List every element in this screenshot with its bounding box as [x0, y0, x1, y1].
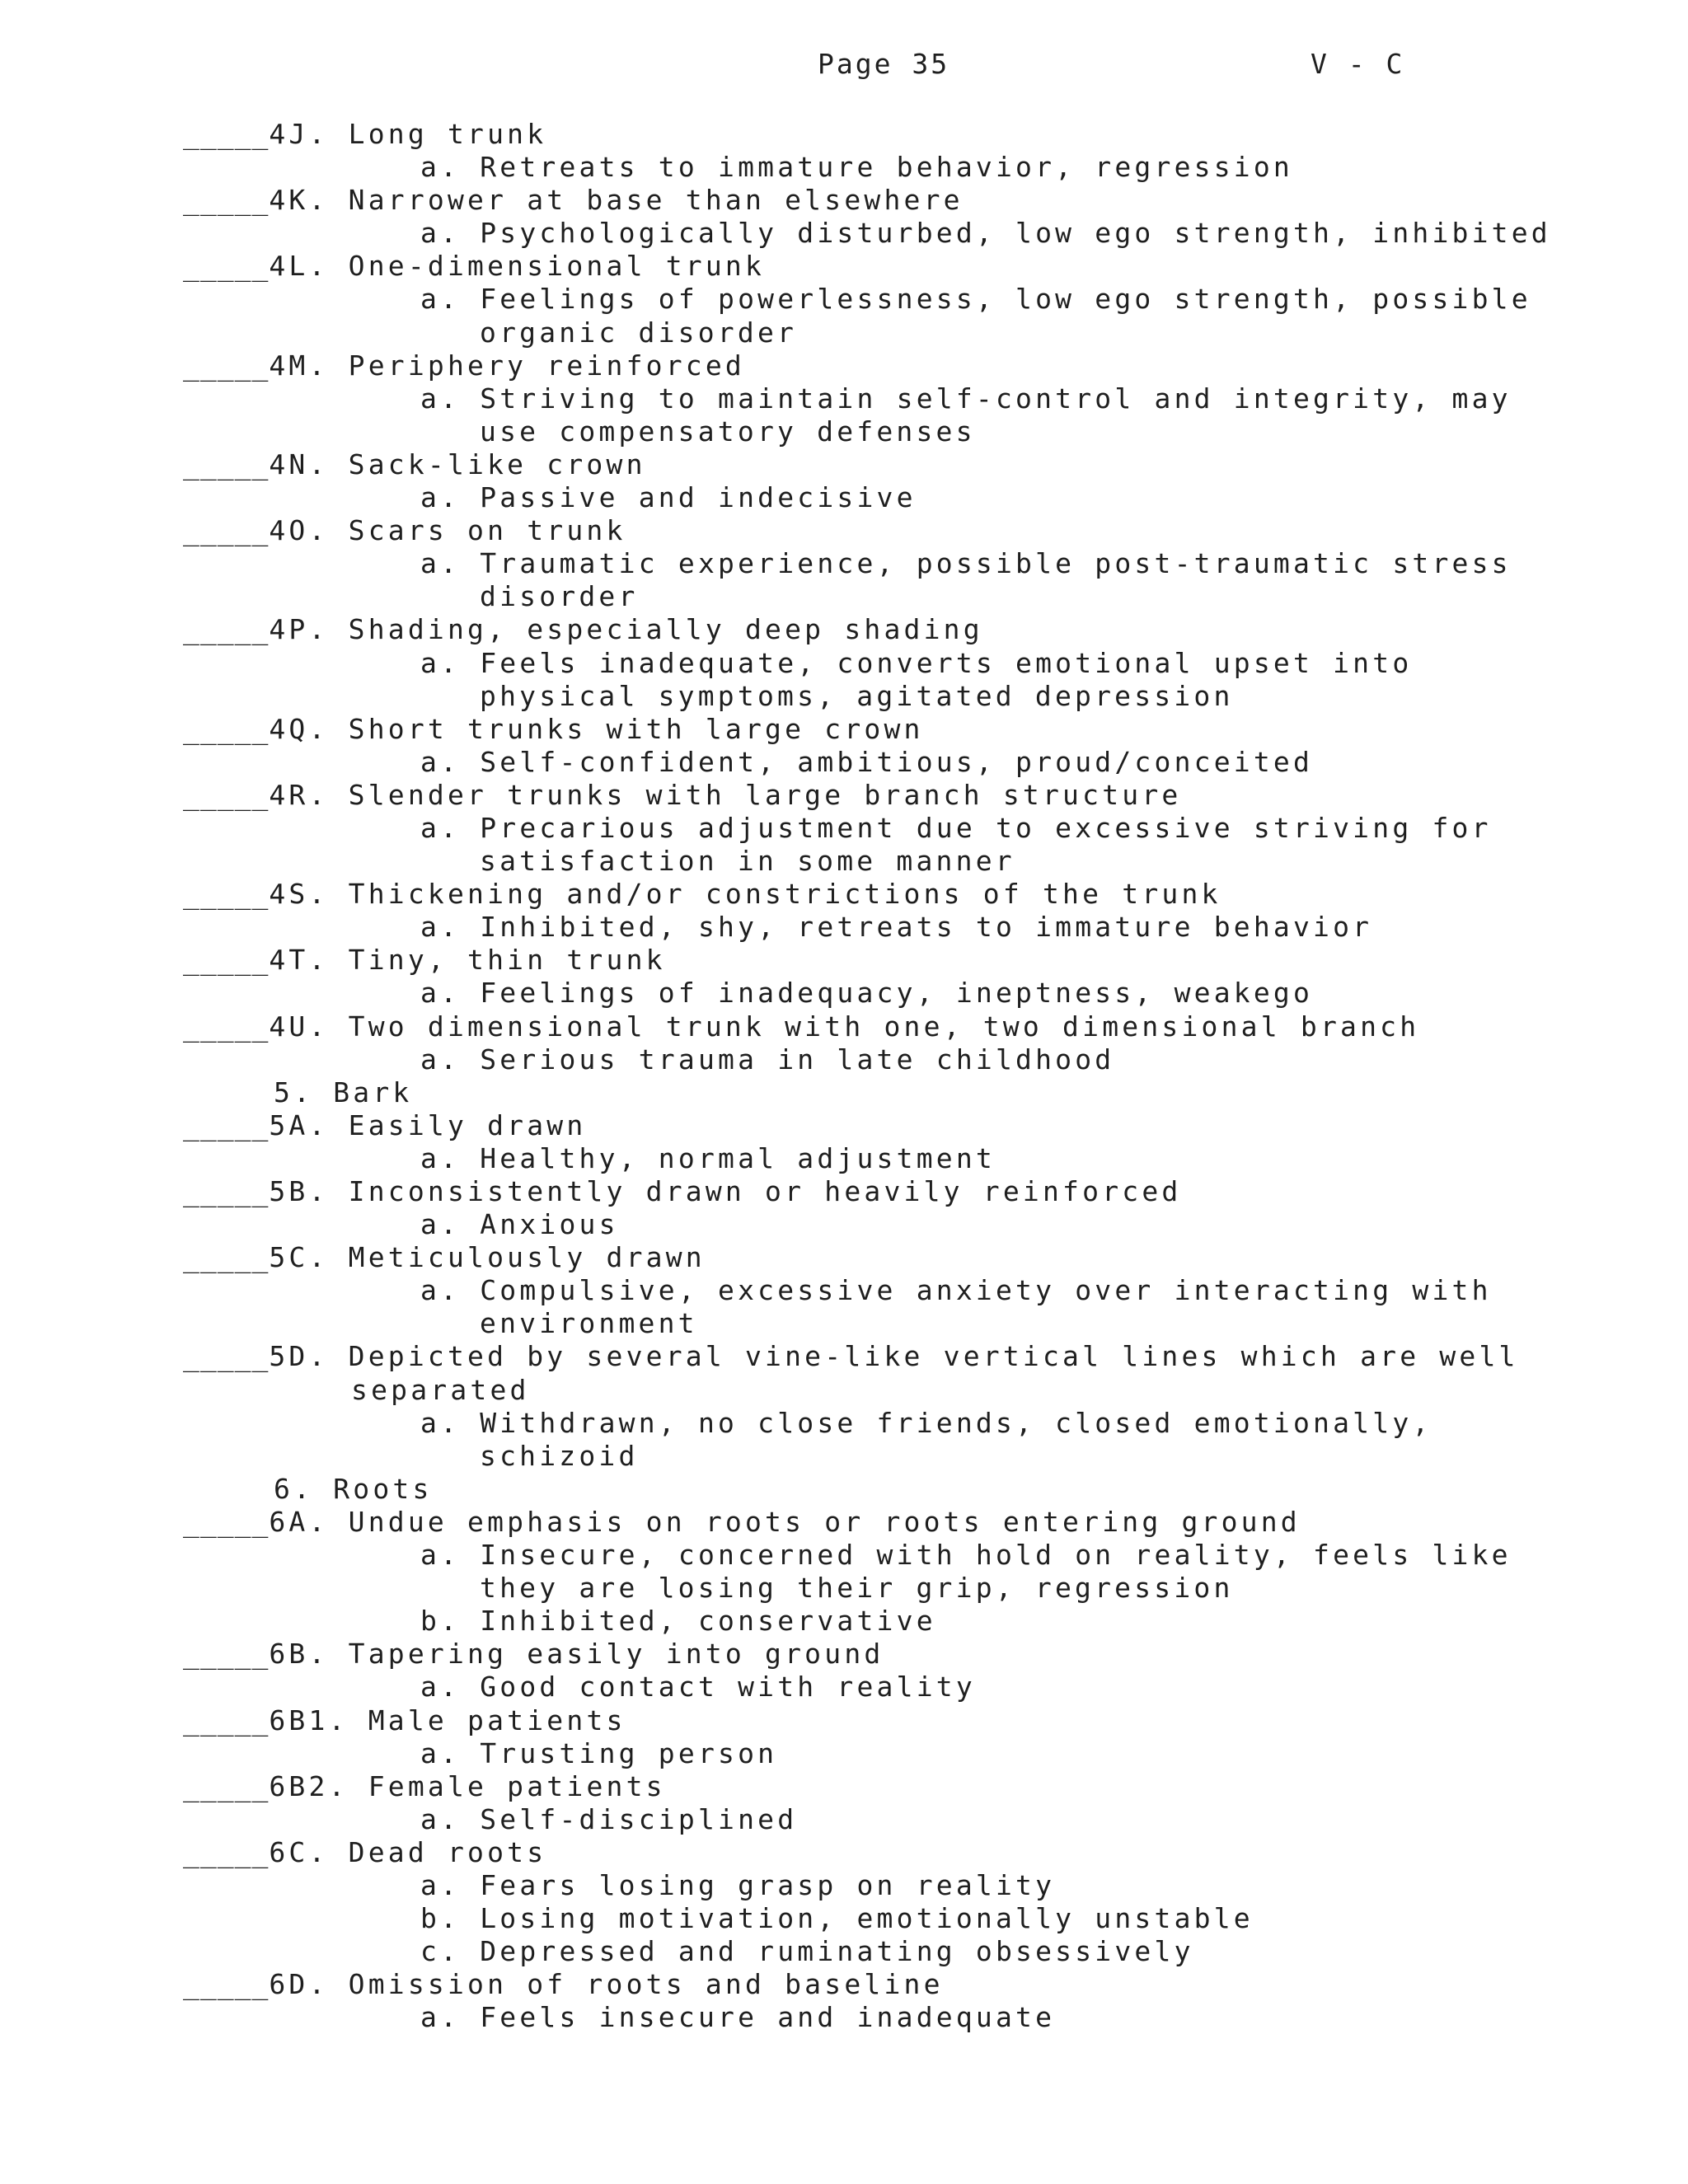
- checklist: [0, 118, 1688, 2034]
- item-code: 6B1.: [269, 1704, 349, 1736]
- item-text: Easily drawn: [348, 1108, 587, 1141]
- item-code: 4L.: [269, 250, 329, 283]
- item-text: Tapering easily into ground: [348, 1638, 884, 1671]
- checklist-item: [0, 349, 1688, 382]
- interpretation-line: a. Psychologically disturbed, low ego strength, inhibited: [420, 217, 1551, 250]
- answer-blank: _____: [183, 1769, 270, 1802]
- item-text: Male patients: [368, 1704, 626, 1736]
- item-text: Female patients: [368, 1769, 666, 1802]
- item-code: 6A.: [269, 1505, 329, 1538]
- checklist-item: [0, 1241, 1688, 1274]
- item-text: Two dimensional trunk with one, two dimensional branch: [348, 1010, 1420, 1043]
- checklist-item: [0, 1770, 1688, 1803]
- answer-blank: _____: [183, 250, 270, 283]
- checklist-item: [0, 1836, 1688, 1869]
- answer-blank: _____: [183, 944, 270, 977]
- item-code: 5C.: [269, 1241, 329, 1274]
- interpretation-line: a. Anxious: [420, 1208, 619, 1241]
- answer-blank: _____: [183, 712, 270, 745]
- item-text: One-dimensional trunk: [348, 250, 766, 283]
- item-code: 4S.: [269, 878, 329, 911]
- checklist-item: [0, 1638, 1688, 1671]
- checklist-item: [0, 1704, 1688, 1737]
- answer-blank: _____: [183, 1638, 270, 1671]
- item-text: Short trunks with large crown: [348, 712, 924, 745]
- answer-blank: _____: [183, 118, 270, 150]
- interpretation-line: a. Good contact with reality: [420, 1671, 976, 1704]
- item-code: 4J.: [269, 118, 329, 150]
- item-code: 5A.: [269, 1108, 329, 1141]
- interpretation-line: a. Feels inadequate, converts emotional upset into: [420, 646, 1413, 679]
- answer-blank: _____: [183, 448, 270, 480]
- answer-blank: _____: [183, 613, 270, 646]
- item-text: Long trunk: [348, 118, 547, 150]
- interpretation-continuation: they are losing their grip, regression: [480, 1572, 1234, 1605]
- checklist-item: [0, 118, 1688, 151]
- answer-blank: _____: [183, 1968, 270, 2001]
- item-text: Slender trunks with large branch structure: [348, 778, 1182, 811]
- answer-blank: _____: [183, 1010, 270, 1043]
- answer-blank: _____: [183, 514, 270, 547]
- answer-blank: _____: [183, 1704, 270, 1736]
- interpretation-line: a. Self-confident, ambitious, proud/conceited: [420, 745, 1314, 778]
- item-text: Thickening and/or constrictions of the trunk: [348, 878, 1221, 911]
- checklist-item: [0, 1506, 1688, 1539]
- item-code: 4R.: [269, 778, 329, 811]
- interpretation-line: b. Inhibited, conservative: [420, 1605, 936, 1638]
- item-text: Omission of roots and baseline: [348, 1968, 944, 2001]
- item-code: 4T.: [269, 944, 329, 977]
- checklist-item: [0, 184, 1688, 217]
- interpretation-line: a. Fears losing grasp on reality: [420, 1868, 1056, 1901]
- interpretation-line: a. Feelings of inadequacy, ineptness, weakego: [420, 977, 1314, 1010]
- item-text: Shading, especially deep shading: [348, 613, 983, 646]
- answer-blank: _____: [183, 878, 270, 911]
- item-text: Undue emphasis on roots or roots entering ground: [348, 1505, 1301, 1538]
- item-text: Sack-like crown: [348, 448, 646, 480]
- item-code: 6D.: [269, 1968, 329, 2001]
- checklist-item: [0, 1109, 1688, 1142]
- checklist-item: [0, 944, 1688, 977]
- section-heading: 6. Roots: [274, 1472, 433, 1505]
- item-code: 5B.: [269, 1175, 329, 1207]
- page-number: Page 35: [818, 48, 950, 80]
- answer-blank: _____: [183, 1108, 270, 1141]
- interpretation-continuation: satisfaction in some manner: [480, 845, 1015, 878]
- interpretation-line: a. Traumatic experience, possible post-traumatic stress: [420, 547, 1512, 580]
- answer-blank: _____: [183, 1241, 270, 1274]
- item-code: 4O.: [269, 514, 329, 547]
- interpretation-line: c. Depressed and ruminating obsessively: [420, 1935, 1194, 1968]
- item-text: Scars on trunk: [348, 514, 626, 547]
- answer-blank: _____: [183, 1175, 270, 1207]
- interpretation-line: a. Trusting person: [420, 1736, 778, 1769]
- section-code: V - C: [1311, 48, 1405, 80]
- interpretation-continuation: use compensatory defenses: [480, 415, 976, 448]
- checklist-item: [0, 1340, 1688, 1373]
- interpretation-line: a. Serious trauma in late childhood: [420, 1043, 1115, 1076]
- item-continuation: separated: [351, 1373, 530, 1406]
- checklist-item: [0, 779, 1688, 812]
- item-code: 6B2.: [269, 1769, 349, 1802]
- interpretation-line: a. Self-disciplined: [420, 1802, 798, 1835]
- item-code: 4Q.: [269, 712, 329, 745]
- answer-blank: _____: [183, 1835, 270, 1868]
- item-code: 5D.: [269, 1340, 329, 1373]
- checklist-item: [0, 713, 1688, 746]
- checklist-item: [0, 250, 1688, 283]
- interpretation-line: a. Compulsive, excessive anxiety over interacting with: [420, 1274, 1492, 1307]
- item-text: Tiny, thin trunk: [348, 944, 666, 977]
- interpretation-continuation: schizoid: [480, 1439, 639, 1472]
- interpretation-line: a. Retreats to immature behavior, regression: [420, 151, 1293, 184]
- interpretation-continuation: environment: [480, 1307, 698, 1340]
- answer-blank: _____: [183, 184, 270, 217]
- interpretation-continuation: physical symptoms, agitated depression: [480, 679, 1234, 712]
- item-code: 6C.: [269, 1835, 329, 1868]
- item-text: Inconsistently drawn or heavily reinforced: [348, 1175, 1182, 1207]
- item-code: 4M.: [269, 349, 329, 382]
- item-code: 4U.: [269, 1010, 329, 1043]
- interpretation-line: a. Healthy, normal adjustment: [420, 1141, 996, 1174]
- item-code: 4P.: [269, 613, 329, 646]
- item-text: Depicted by several vine-like vertical lines which are well: [348, 1340, 1519, 1373]
- interpretation-line: a. Insecure, concerned with hold on reality, feels like: [420, 1539, 1512, 1572]
- item-code: 4K.: [269, 184, 329, 217]
- checklist-item: [0, 1968, 1688, 2001]
- interpretation-line: a. Withdrawn, no close friends, closed emotionally,: [420, 1406, 1432, 1439]
- interpretation-continuation: disorder: [480, 580, 639, 613]
- answer-blank: _____: [183, 778, 270, 811]
- checklist-item: [0, 613, 1688, 646]
- interpretation-line: a. Inhibited, shy, retreats to immature behavior: [420, 911, 1373, 944]
- interpretation-line: a. Precarious adjustment due to excessive striving for: [420, 811, 1492, 844]
- page-header: [0, 48, 1688, 89]
- item-text: Narrower at base than elsewhere: [348, 184, 964, 217]
- interpretation-line: a. Feels insecure and inadequate: [420, 2001, 1056, 2034]
- item-code: 6B.: [269, 1638, 329, 1671]
- interpretation-line: a. Feelings of powerlessness, low ego strength, possible: [420, 283, 1531, 316]
- item-code: 4N.: [269, 448, 329, 480]
- checklist-item: [0, 1010, 1688, 1043]
- item-text: Dead roots: [348, 1835, 547, 1868]
- checklist-item: [0, 878, 1688, 911]
- item-text: Periphery reinforced: [348, 349, 745, 382]
- interpretation-line: b. Losing motivation, emotionally unstable: [420, 1902, 1254, 1935]
- interpretation-line: a. Striving to maintain self-control and integrity, may: [420, 382, 1512, 415]
- interpretation-continuation: organic disorder: [480, 316, 798, 349]
- item-text: Meticulously drawn: [348, 1241, 706, 1274]
- answer-blank: _____: [183, 1340, 270, 1373]
- interpretation-line: a. Passive and indecisive: [420, 481, 917, 514]
- checklist-item: [0, 448, 1688, 481]
- checklist-item: [0, 1175, 1688, 1208]
- answer-blank: _____: [183, 349, 270, 382]
- answer-blank: _____: [183, 1505, 270, 1538]
- section-heading: 5. Bark: [274, 1076, 413, 1108]
- checklist-item: [0, 514, 1688, 547]
